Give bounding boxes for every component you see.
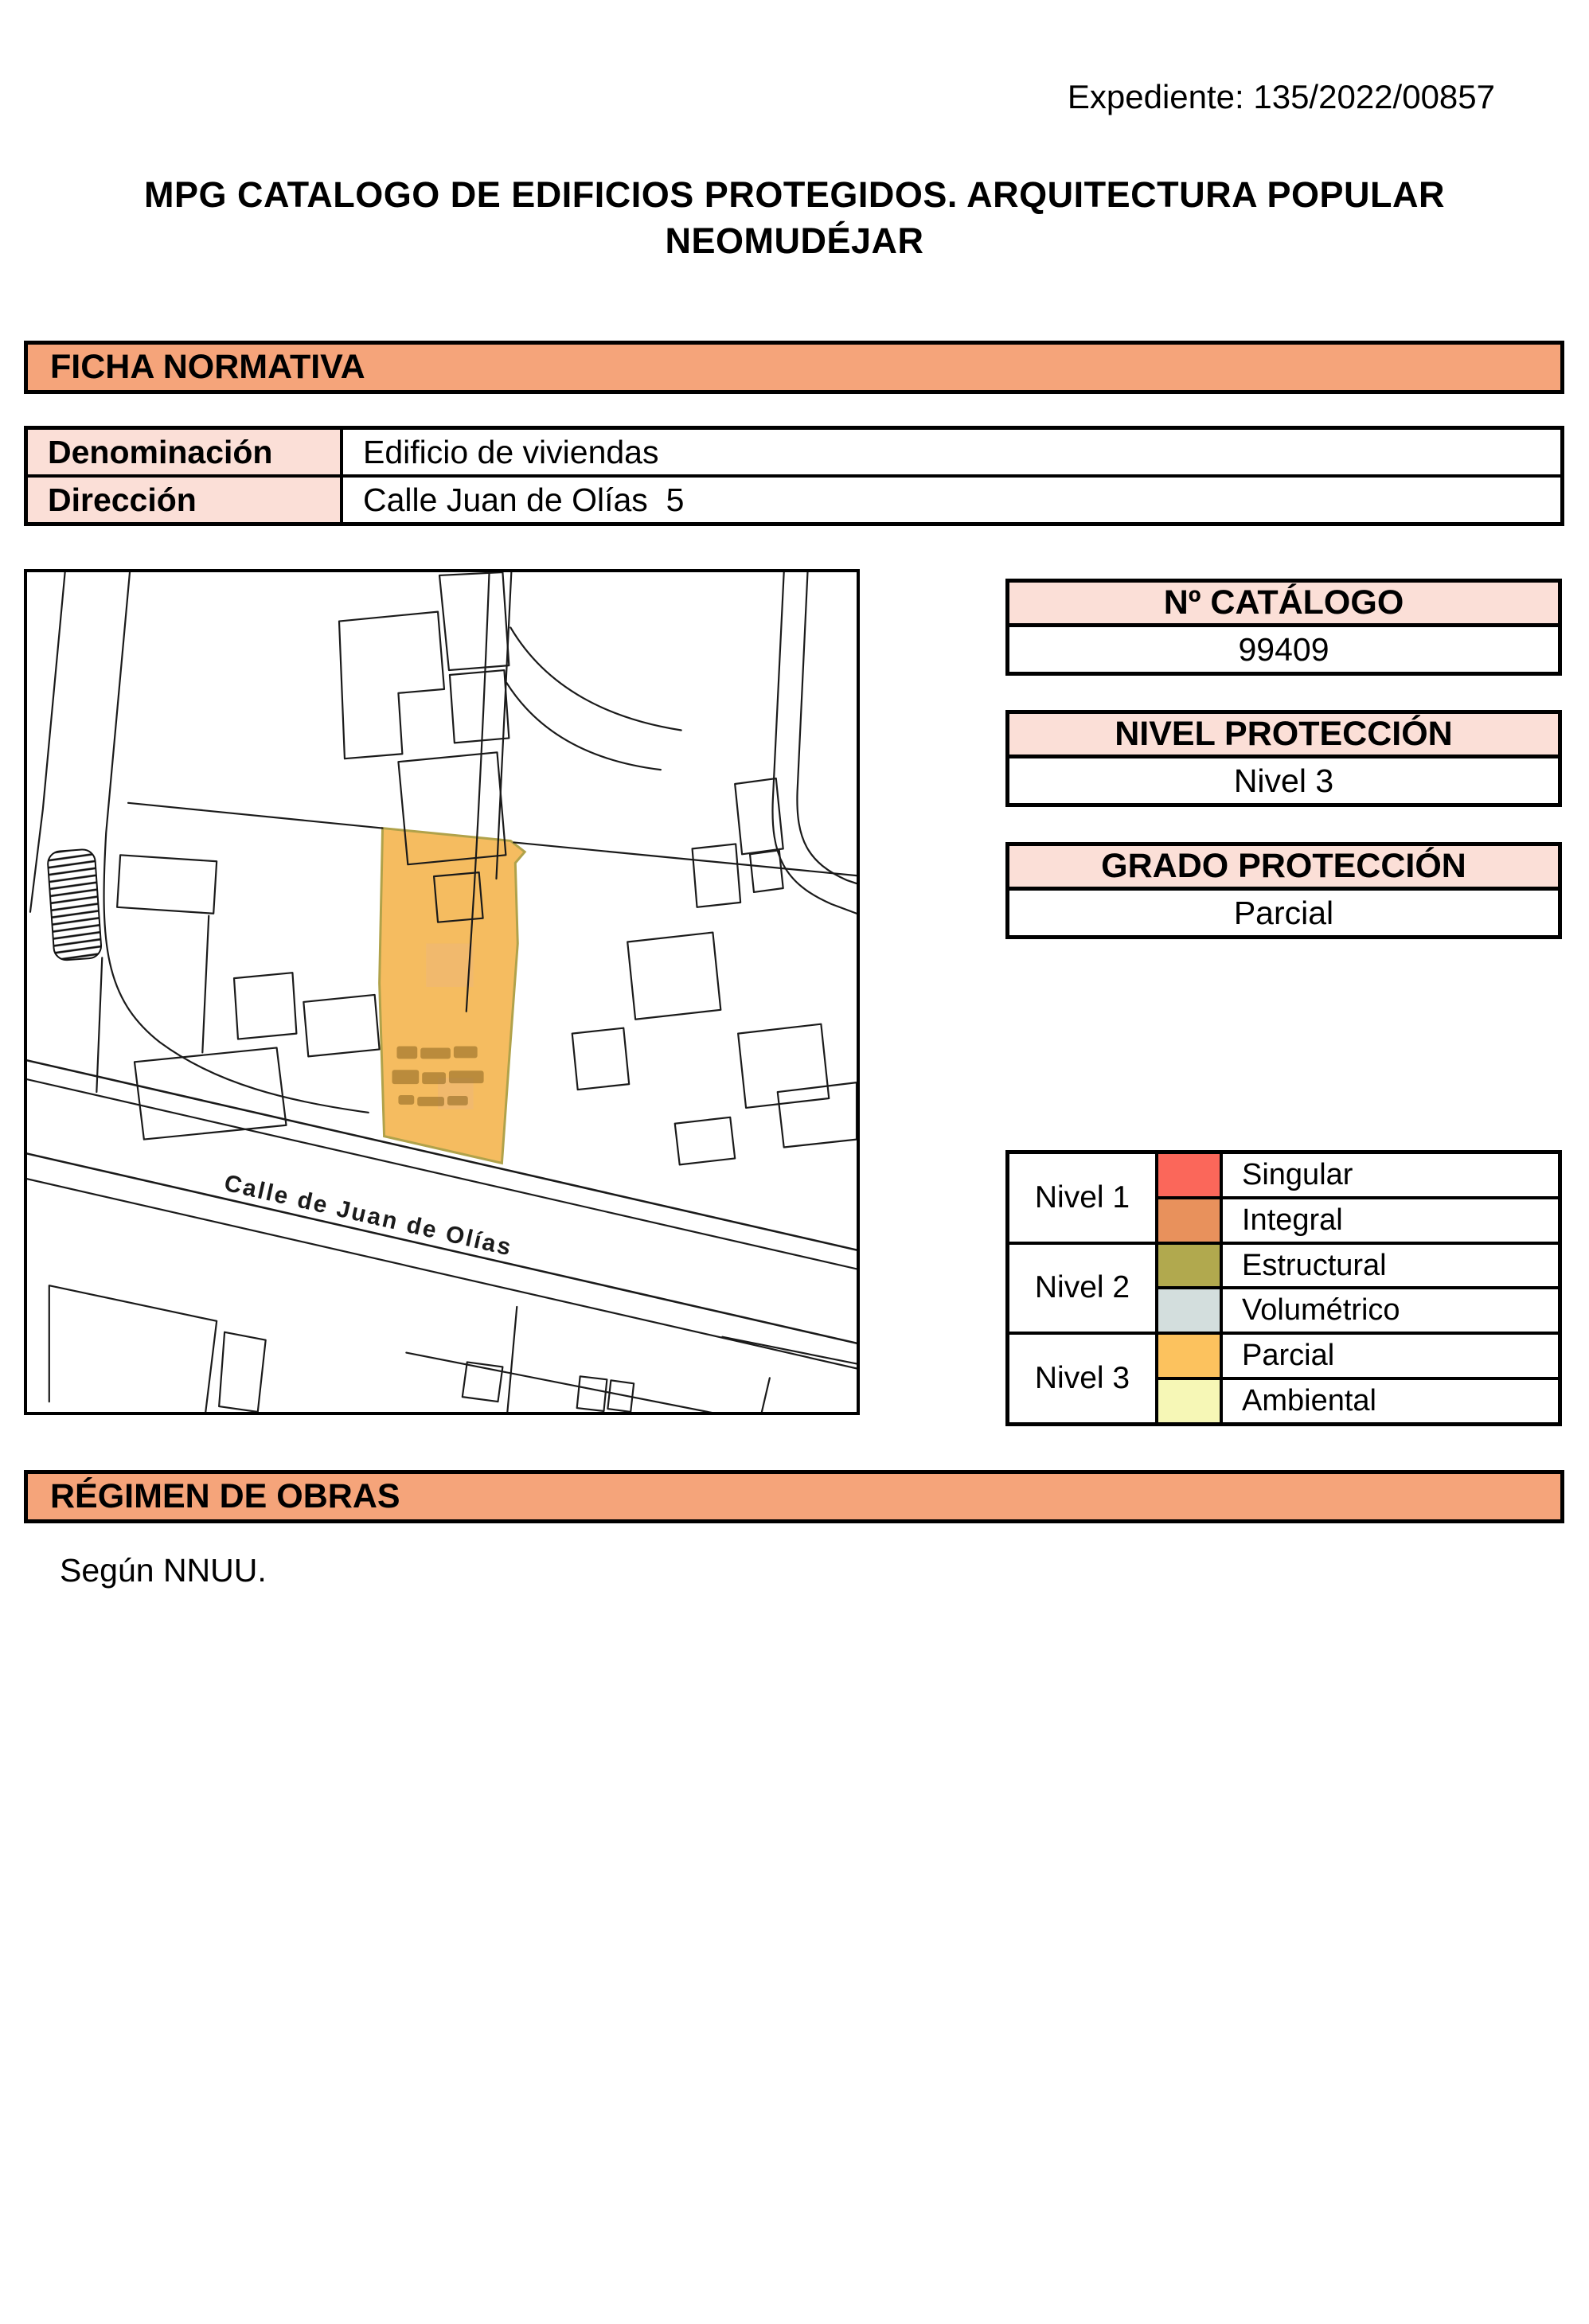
legend-label-singular: Singular	[1223, 1154, 1558, 1196]
protection-grade-box	[1005, 842, 1562, 939]
document-title	[0, 172, 1589, 264]
catalog-number-value: 99409	[1238, 630, 1329, 668]
legend-label-volumetrico: Volumétrico	[1223, 1289, 1558, 1332]
location-map	[24, 569, 860, 1415]
highlighted-parcel	[380, 829, 525, 1164]
building-details-table	[24, 426, 1564, 526]
protection-grade-header: GRADO PROTECCIÓN	[1009, 846, 1558, 891]
protection-legend	[1005, 1150, 1562, 1426]
hatched-structure	[47, 848, 102, 961]
expediente-number: Expediente: 135/2022/00857	[1067, 78, 1495, 115]
street-label: Calle de Juan de Olías	[221, 1169, 516, 1261]
section-header-regimen-obras	[24, 1470, 1564, 1523]
legend-level-1: Nivel 1	[1009, 1154, 1155, 1242]
denominacion-label: Denominación	[28, 430, 340, 474]
protection-grade-value: Parcial	[1233, 894, 1334, 931]
document-title-line1: MPG CATALOGO DE EDIFICIOS PROTEGIDOS. ARQUITECTURA POPULAR	[143, 174, 1446, 215]
legend-swatch-volumetrico	[1158, 1289, 1220, 1332]
legend-label-ambiental: Ambiental	[1223, 1380, 1558, 1422]
protection-level-value: Nivel 3	[1233, 762, 1334, 799]
direccion-label: Dirección	[28, 478, 340, 522]
regimen-obras-text: Según NNUU.	[60, 1552, 267, 1589]
legend-label-parcial: Parcial	[1223, 1335, 1558, 1377]
legend-swatch-singular	[1158, 1154, 1220, 1196]
document-title-line2: NEOMUDÉJAR	[665, 220, 924, 261]
catalog-number-box	[1005, 579, 1562, 676]
protection-level-box	[1005, 710, 1562, 807]
legend-swatch-ambiental	[1158, 1380, 1220, 1422]
section-header-regimen-obras-label: RÉGIMEN DE OBRAS	[50, 1477, 400, 1515]
direccion-value: Calle Juan de Olías 5	[343, 478, 1560, 522]
legend-level-2: Nivel 2	[1009, 1245, 1155, 1332]
legend-swatch-estructural	[1158, 1245, 1220, 1287]
legend-label-estructural: Estructural	[1223, 1245, 1558, 1287]
catalog-number-header: Nº CATÁLOGO	[1009, 583, 1558, 627]
section-header-ficha-normativa-label: FICHA NORMATIVA	[50, 348, 365, 386]
legend-swatch-parcial	[1158, 1335, 1220, 1377]
section-header-ficha-normativa	[24, 341, 1564, 394]
legend-swatch-integral	[1158, 1199, 1220, 1242]
protection-level-header: NIVEL PROTECCIÓN	[1009, 714, 1558, 758]
denominacion-value: Edificio de viviendas	[343, 430, 1560, 474]
legend-label-integral: Integral	[1223, 1199, 1558, 1242]
legend-level-3: Nivel 3	[1009, 1335, 1155, 1422]
cadastral-map-image	[27, 572, 857, 1412]
